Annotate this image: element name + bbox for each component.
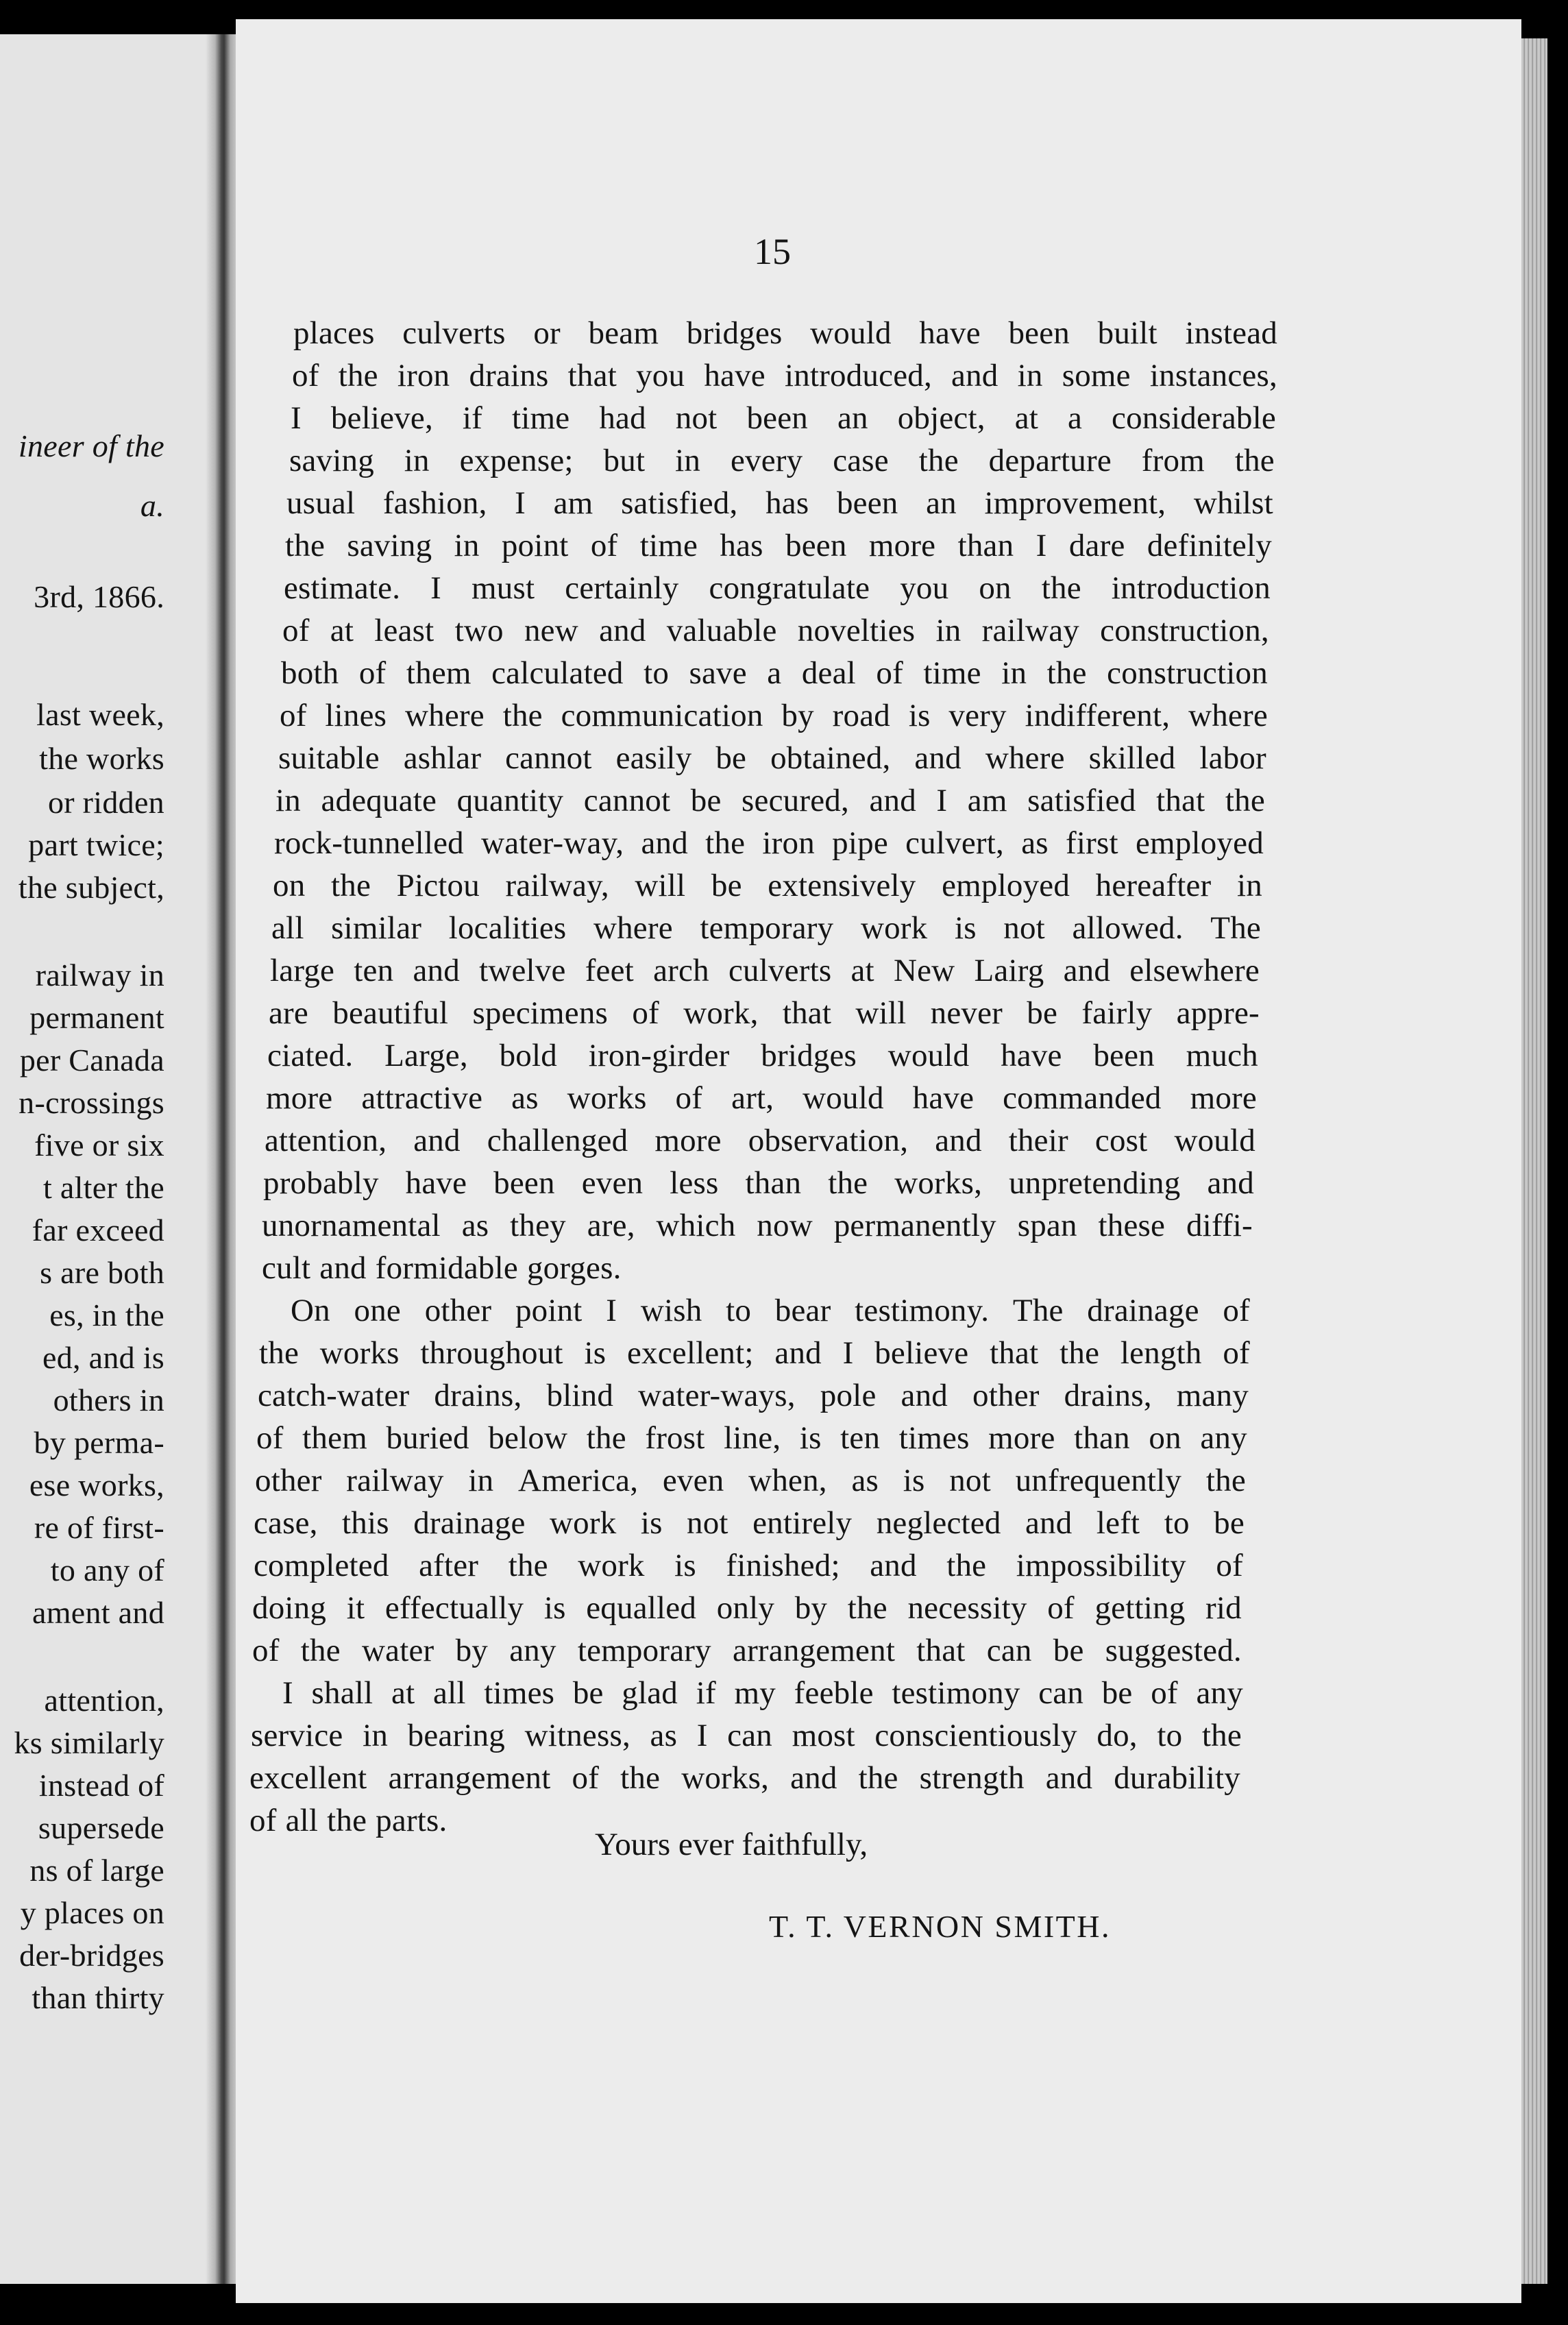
page-edges <box>1521 38 1547 2284</box>
left-page-line: ineer of the <box>18 428 164 463</box>
text-line: On one other point I wish to bear testimony. The drainage of <box>291 1293 1250 1328</box>
letter-closing: Yours ever faithfully, <box>595 1827 868 1862</box>
left-page-line: last week, <box>36 697 164 732</box>
text-line: of the water by any temporary arrangement that can be suggested. <box>252 1633 1242 1668</box>
left-page-line: 3rd, 1866. <box>34 579 164 614</box>
text-line: in adequate quantity cannot be secured, and I am satisfied that the <box>275 783 1265 818</box>
left-page-line: a. <box>140 488 164 523</box>
text-line: completed after the work is finished; and the impossibility of <box>254 1548 1243 1583</box>
text-line: excellent arrangement of the works, and the strength and durability <box>249 1760 1240 1796</box>
left-page-line: ese works, <box>29 1468 164 1502</box>
text-line: of at least two new and valuable novelties in railway construction, <box>282 613 1269 648</box>
text-line: ciated. Large, bold iron-girder bridges would have been much <box>267 1038 1258 1073</box>
text-line: cult and formidable gorges. <box>262 1250 622 1286</box>
left-page-line: the works <box>39 741 164 776</box>
text-line: large ten and twelve feet arch culverts at New Lairg and elsewhere <box>270 953 1260 988</box>
text-line: more attractive as works of art, would have commanded more <box>266 1080 1257 1116</box>
text-line: case, this drainage work is not entirely neglected and left to be <box>254 1505 1245 1541</box>
left-page-line: than thirty <box>32 1980 164 2015</box>
text-line: of lines where the communication by road is very indifferent, where <box>280 698 1268 733</box>
text-line: suitable ashlar cannot easily be obtained, and where skilled labor <box>278 740 1266 776</box>
text-line: rock-tunnelled water-way, and the iron pipe culvert, as first employed <box>274 825 1264 861</box>
page <box>236 19 1521 2303</box>
text-line: of the iron drains that you have introduced, and in some instances, <box>292 358 1277 393</box>
left-page-line: others in <box>53 1383 164 1417</box>
page-number: 15 <box>754 231 791 272</box>
left-page-line: ks similarly <box>14 1725 164 1760</box>
text-line: I shall at all times be glad if my feeble testimony can be of any <box>282 1675 1243 1711</box>
left-page-line: re of first- <box>34 1510 164 1545</box>
left-page-line: part twice; <box>28 827 164 862</box>
left-page-line: y places on <box>20 1895 164 1930</box>
left-page-line: permanent <box>29 1000 164 1035</box>
left-page-line: far exceed <box>32 1213 164 1247</box>
left-page-line: es, in the <box>49 1298 164 1332</box>
text-line: of all the parts. <box>249 1803 448 1838</box>
left-page-line: t alter the <box>43 1170 164 1205</box>
left-page-line: attention, <box>44 1683 164 1718</box>
left-page-line: supersede <box>38 1810 164 1845</box>
left-page-line: s are both <box>40 1255 164 1290</box>
left-page-line: per Canada <box>19 1043 164 1078</box>
left-page-line: ament and <box>32 1595 164 1630</box>
text-line: service in bearing witness, as I can most conscientiously do, to the <box>251 1718 1242 1753</box>
left-page-line: ns of large <box>29 1853 164 1888</box>
left-page-line: der-bridges <box>19 1938 164 1973</box>
text-line: catch-water drains, blind water-ways, pole and other drains, many <box>258 1378 1249 1413</box>
text-line: estimate. I must certainly congratulate you on the introduction <box>284 570 1271 606</box>
text-line: usual fashion, I am satisfied, has been an improvement, whilst <box>286 485 1273 521</box>
left-page-line: five or six <box>34 1128 164 1162</box>
text-line: attention, and challenged more observation, and their cost would <box>265 1123 1255 1158</box>
left-page-line: by perma- <box>34 1425 164 1460</box>
text-line: the saving in point of time has been more than I dare definitely <box>285 528 1272 563</box>
text-line: places culverts or beam bridges would have been built instead <box>293 315 1277 351</box>
book-gutter <box>206 34 240 2284</box>
left-page-line: or ridden <box>47 785 164 820</box>
text-line: the works throughout is excellent; and I believe that the length of <box>259 1335 1250 1371</box>
text-line: probably have been even less than the works, unpretending and <box>263 1165 1254 1201</box>
left-page-line: instead of <box>38 1768 164 1803</box>
left-page-line: railway in <box>35 958 164 993</box>
text-line: are beautiful specimens of work, that will never be fairly appre- <box>269 995 1260 1031</box>
left-page-line: ed, and is <box>42 1340 164 1375</box>
left-page-line: to any of <box>50 1553 164 1587</box>
text-line: doing it effectually is equalled only by the necessity of getting rid <box>252 1590 1242 1626</box>
text-line: other railway in America, even when, as is not unfrequently the <box>255 1463 1246 1498</box>
left-page-line: the subject, <box>18 870 164 905</box>
letter-signature: T. T. VERNON SMITH. <box>769 1909 1111 1944</box>
text-line: on the Pictou railway, will be extensively employed hereafter in <box>273 868 1262 903</box>
text-line: of them buried below the frost line, is ten times more than on any <box>256 1420 1247 1456</box>
text-line: I believe, if time had not been an object, at a considerable <box>291 400 1276 436</box>
left-page-line: n-crossings <box>19 1085 164 1120</box>
text-line: all similar localities where temporary work is not allowed. The <box>271 910 1261 946</box>
text-line: both of them calculated to save a deal of time in the construction <box>281 655 1268 691</box>
left-page-fragment <box>0 34 212 2284</box>
body-text <box>236 19 1521 2303</box>
text-line: unornamental as they are, which now permanently span these diffi- <box>262 1208 1253 1243</box>
text-line: saving in expense; but in every case the departure from the <box>289 443 1275 478</box>
